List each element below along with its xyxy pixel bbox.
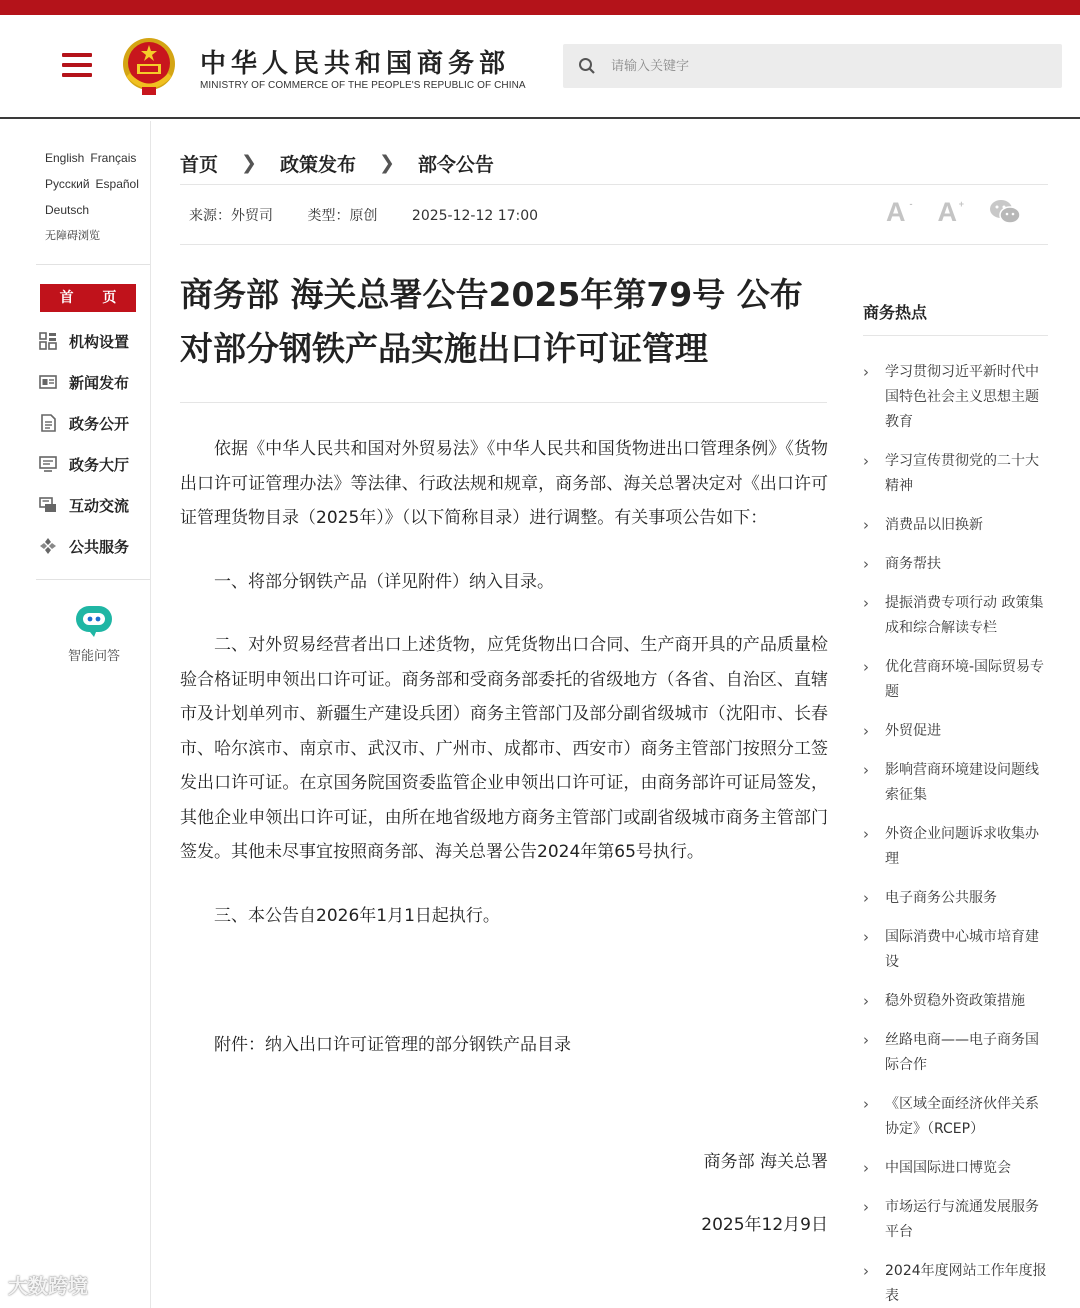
breadcrumb-policy[interactable]: 政策发布 — [279, 153, 356, 176]
top-red-bar — [0, 0, 1080, 15]
chevron-right-icon: › — [863, 555, 869, 573]
hot-topic-label: 国际消费中心城市培育建设 — [885, 929, 1039, 970]
hot-topic-item[interactable] — [863, 552, 1048, 577]
divider — [180, 244, 1048, 245]
hot-topic-item[interactable] — [863, 1195, 1048, 1245]
hot-topic-item[interactable] — [863, 655, 1048, 705]
right-sidebar — [863, 300, 1048, 1308]
lang-french[interactable]: Français — [90, 151, 137, 165]
org-grid-icon — [39, 332, 57, 350]
font-smaller-button[interactable]: A - — [886, 196, 913, 227]
hot-topic-label: 中国国际进口博览会 — [885, 1160, 1011, 1176]
article-title: 商务部 海关总署公告2025年第79号 公布对部分钢铁产品实施出口许可证管理 — [180, 275, 803, 368]
hot-topic-item[interactable] — [863, 989, 1048, 1014]
divider — [180, 402, 827, 403]
hot-topic-item[interactable] — [863, 1092, 1048, 1142]
lang-english[interactable]: English — [45, 151, 85, 165]
article-meta — [189, 205, 568, 225]
hot-topic-item[interactable] — [863, 758, 1048, 808]
chevron-right-icon: › — [863, 928, 869, 946]
chevron-right-icon: › — [863, 1095, 869, 1113]
language-links — [45, 145, 145, 249]
nav-item-gov-hall[interactable] — [39, 453, 129, 475]
nav-label: 互动交流 — [69, 496, 130, 515]
hot-topic-label: 提振消费专项行动 政策集成和综合解读专栏 — [885, 595, 1044, 636]
breadcrumb-home[interactable]: 首页 — [180, 153, 219, 176]
hot-topic-item[interactable] — [863, 719, 1048, 744]
chevron-right-icon: › — [863, 1198, 869, 1216]
hot-topic-item[interactable] — [863, 1156, 1048, 1181]
hot-topic-label: 优化营商环境-国际贸易专题 — [885, 659, 1045, 700]
meta-source: 来源：外贸司 — [189, 208, 273, 224]
nav-item-public-service[interactable] — [39, 535, 129, 557]
chevron-right-icon: › — [863, 594, 869, 612]
hot-topic-label: 影响营商环境建设问题线索征集 — [885, 762, 1039, 803]
divider — [36, 264, 150, 265]
hot-topic-label: 丝路电商——电子商务国际合作 — [885, 1032, 1039, 1073]
hall-monitor-icon — [39, 455, 57, 473]
service-icon — [39, 537, 57, 555]
divider — [36, 579, 150, 580]
site-header — [0, 15, 1080, 119]
hot-topic-item[interactable] — [863, 360, 1048, 435]
article-paragraph: 一、将部分钢铁产品（详见附件）纳入目录。 — [214, 571, 554, 592]
menu-icon[interactable] — [62, 53, 92, 77]
nav-item-gov-open[interactable] — [39, 412, 129, 434]
article-paragraph: 二、对外贸易经营者出口上述货物，应凭货物出口合同、生产商开具的产品质量检验合格证明申领出口许可证。商务部和受商务部委托的省级地方（各省、自治区、直辖市及计划单列市、新疆生产建设兵团）商务主管部门及部分副省级城市（沈阳市、长春市、哈尔滨市、南京市、武汉市、广州市、成都市、西安市）商务主管部门按照分工签发出口许可证。在京国务院国资委监管企业申领出口许可证，由商务部许可证局签发，其他企业申领出口许可证，由所在地省级地方商务主管部门或副省级城市商务主管部门签发。其他未尽事宜按照商务部、海关总署公告2024年第65号执行。 — [180, 635, 828, 862]
accessible-browse-link[interactable]: 无障碍浏览 — [45, 229, 100, 242]
hot-topic-item[interactable] — [863, 822, 1048, 872]
hot-topic-item[interactable] — [863, 513, 1048, 538]
divider — [180, 184, 1048, 185]
hot-topic-item[interactable] — [863, 449, 1048, 499]
hot-topic-label: 《区域全面经济伙伴关系协定》（RCEP） — [885, 1096, 1039, 1137]
hot-topic-label: 稳外贸稳外资政策措施 — [885, 993, 1025, 1009]
watermark: 大数跨境 — [8, 1274, 88, 1298]
nav-label: 政务大厅 — [69, 455, 130, 474]
hot-topics-list — [863, 360, 1048, 1308]
chevron-right-icon: › — [863, 363, 869, 381]
lang-german[interactable]: Deutsch — [45, 203, 90, 217]
news-icon — [39, 373, 57, 391]
article-paragraph: 依据《中华人民共和国对外贸易法》《中华人民共和国货物进出口管理条例》《货物出口许可证管理办法》等法律、行政法规和规章，商务部、海关总署决定对《出口许可证管理货物目录（2025年）》（以下简称目录）进行调整。有关事项公告如下： — [180, 439, 828, 528]
search-icon[interactable] — [577, 56, 597, 76]
wechat-share-icon[interactable] — [989, 198, 1021, 226]
hot-topic-label: 外资企业问题诉求收集办理 — [885, 826, 1039, 867]
site-subtitle: MINISTRY OF COMMERCE OF THE PEOPLE'S REPUBLIC OF CHINA — [200, 80, 526, 91]
hot-topic-label: 电子商务公共服务 — [885, 890, 997, 906]
nav-item-interact[interactable] — [39, 494, 129, 516]
meta-type: 类型：原创 — [307, 208, 378, 224]
nav-home-button[interactable]: 首 页 — [40, 284, 136, 312]
hot-topic-label: 学习贯彻习近平新时代中国特色社会主义思想主题教育 — [885, 364, 1039, 430]
nav-item-org[interactable] — [39, 330, 129, 352]
site-title: 中华人民共和国商务部 — [200, 49, 511, 79]
left-sidebar — [0, 121, 151, 1308]
lang-russian[interactable]: Русский — [45, 177, 90, 191]
hot-topic-label: 2024年度网站工作年度报表 — [885, 1263, 1047, 1304]
chevron-right-icon: › — [863, 761, 869, 779]
chevron-right-icon: › — [863, 658, 869, 676]
article-tools — [886, 196, 1021, 228]
hot-topic-item[interactable] — [863, 1028, 1048, 1078]
meta-date: 2025-12-12 17:00 — [411, 208, 539, 224]
chevron-right-icon: › — [863, 516, 869, 534]
font-larger-button[interactable]: A + — [937, 196, 964, 227]
nav-label: 公共服务 — [69, 537, 130, 556]
chevron-right-icon: › — [863, 452, 869, 470]
search-input[interactable] — [611, 52, 1041, 80]
hot-topic-item[interactable] — [863, 1259, 1048, 1308]
hot-topics-heading: 商务热点 — [863, 300, 1048, 336]
hot-topic-item[interactable] — [863, 886, 1048, 911]
ai-qa-label: 智能问答 — [67, 649, 120, 664]
chevron-right-icon: › — [863, 1031, 869, 1049]
chevron-right-icon: › — [863, 889, 869, 907]
chat-icon — [39, 496, 57, 514]
chevron-right-icon: › — [863, 1159, 869, 1177]
signature: 商务部 海关总署 — [703, 1151, 828, 1172]
chevron-right-icon: ❯ — [378, 152, 395, 174]
hot-topic-label: 商务帮扶 — [885, 556, 941, 572]
hot-topic-label: 学习宣传贯彻党的二十大精神 — [885, 453, 1039, 494]
chevron-right-icon: › — [863, 1262, 869, 1280]
hot-topic-item[interactable] — [863, 925, 1048, 975]
breadcrumb — [180, 148, 494, 178]
chevron-right-icon: › — [863, 722, 869, 740]
ai-qa-button[interactable] — [64, 603, 124, 664]
hot-topic-label: 市场运行与流通发展服务平台 — [885, 1199, 1039, 1240]
nav-item-news[interactable] — [39, 371, 129, 393]
hot-topic-label: 消费品以旧换新 — [885, 517, 983, 533]
robot-chat-icon — [72, 603, 116, 637]
document-icon — [39, 414, 57, 432]
chevron-right-icon: › — [863, 992, 869, 1010]
article-paragraph: 三、本公告自2026年1月1日起执行。 — [214, 905, 500, 926]
hot-topic-label: 外贸促进 — [885, 723, 941, 739]
sign-date: 2025年12月9日 — [701, 1215, 828, 1235]
nav-label: 机构设置 — [69, 332, 130, 351]
breadcrumb-announcement[interactable]: 部令公告 — [417, 153, 494, 176]
lang-spanish[interactable]: Español — [95, 177, 139, 191]
national-emblem-icon — [120, 35, 178, 97]
chevron-right-icon: › — [863, 825, 869, 843]
nav-label: 政务公开 — [69, 414, 130, 433]
search-box — [563, 44, 1062, 88]
attachment-link[interactable]: 附件：纳入出口许可证管理的部分钢铁产品目录 — [214, 1035, 571, 1055]
nav-label: 新闻发布 — [69, 373, 130, 392]
article-body — [180, 432, 828, 1243]
chevron-right-icon: ❯ — [241, 152, 257, 174]
hot-topic-item[interactable] — [863, 591, 1048, 641]
